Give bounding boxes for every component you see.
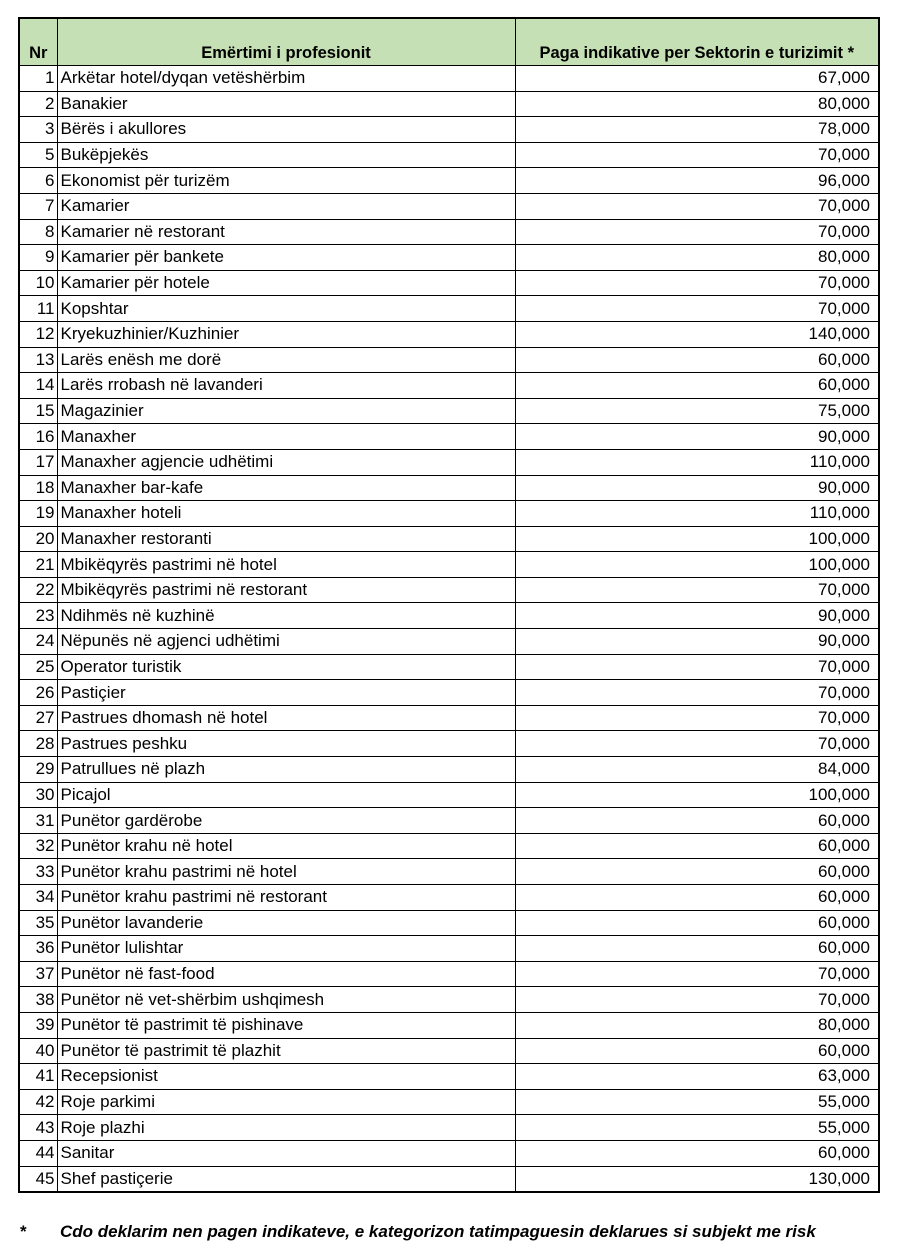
row-wage: 55,000 xyxy=(515,1115,879,1141)
row-profession: Manaxher xyxy=(57,424,515,450)
table-row xyxy=(19,296,879,322)
row-nr: 13 xyxy=(19,347,57,373)
row-nr: 36 xyxy=(19,936,57,962)
row-nr: 24 xyxy=(19,629,57,655)
row-wage: 90,000 xyxy=(515,629,879,655)
row-nr: 5 xyxy=(19,142,57,168)
row-profession: Recepsionist xyxy=(57,1064,515,1090)
row-nr: 28 xyxy=(19,731,57,757)
row-nr: 22 xyxy=(19,577,57,603)
table-body xyxy=(19,66,879,1193)
row-nr: 15 xyxy=(19,398,57,424)
row-wage: 90,000 xyxy=(515,603,879,629)
row-wage: 110,000 xyxy=(515,449,879,475)
table-row xyxy=(19,859,879,885)
row-wage: 130,000 xyxy=(515,1166,879,1192)
table-row xyxy=(19,680,879,706)
row-wage: 60,000 xyxy=(515,833,879,859)
row-profession: Pastiçier xyxy=(57,680,515,706)
row-nr: 7 xyxy=(19,193,57,219)
row-wage: 60,000 xyxy=(515,1140,879,1166)
row-profession: Kamarier xyxy=(57,193,515,219)
row-profession: Mbikëqyrës pastrimi në hotel xyxy=(57,552,515,578)
row-nr: 1 xyxy=(19,66,57,92)
table-row xyxy=(19,654,879,680)
row-wage: 60,000 xyxy=(515,808,879,834)
row-wage: 70,000 xyxy=(515,193,879,219)
wage-table xyxy=(18,17,880,1193)
row-nr: 11 xyxy=(19,296,57,322)
row-wage: 84,000 xyxy=(515,757,879,783)
row-profession: Bërës i akullores xyxy=(57,117,515,143)
table-row xyxy=(19,270,879,296)
row-wage: 75,000 xyxy=(515,398,879,424)
table-row xyxy=(19,321,879,347)
row-wage: 67,000 xyxy=(515,66,879,92)
row-profession: Punëtor të pastrimit të plazhit xyxy=(57,1038,515,1064)
row-wage: 100,000 xyxy=(515,526,879,552)
row-nr: 29 xyxy=(19,757,57,783)
header-row xyxy=(19,18,879,66)
row-wage: 80,000 xyxy=(515,91,879,117)
row-nr: 32 xyxy=(19,833,57,859)
table-row xyxy=(19,66,879,92)
table-row xyxy=(19,987,879,1013)
footnote-marker: * xyxy=(20,1222,27,1241)
row-wage: 60,000 xyxy=(515,1038,879,1064)
row-wage: 60,000 xyxy=(515,936,879,962)
row-nr: 43 xyxy=(19,1115,57,1141)
footnote-text: Cdo deklarim nen pagen indikateve, e kategorizon tatimpaguesin deklarues si subjekt me risk xyxy=(60,1222,816,1241)
row-nr: 35 xyxy=(19,910,57,936)
row-wage: 80,000 xyxy=(515,245,879,271)
row-profession: Banakier xyxy=(57,91,515,117)
row-profession: Nëpunës në agjenci udhëtimi xyxy=(57,629,515,655)
row-profession: Punëtor gardërobe xyxy=(57,808,515,834)
row-wage: 70,000 xyxy=(515,961,879,987)
row-nr: 26 xyxy=(19,680,57,706)
header-indicative-wage: Paga indikative per Sektorin e turizimit * xyxy=(515,18,879,66)
header-nr: Nr xyxy=(19,18,57,66)
row-profession: Roje parkimi xyxy=(57,1089,515,1115)
row-wage: 60,000 xyxy=(515,910,879,936)
row-profession: Ndihmës në kuzhinë xyxy=(57,603,515,629)
row-profession: Punëtor lulishtar xyxy=(57,936,515,962)
table-row xyxy=(19,168,879,194)
row-profession: Kamarier në restorant xyxy=(57,219,515,245)
table-row xyxy=(19,782,879,808)
row-wage: 70,000 xyxy=(515,296,879,322)
row-profession: Punëtor në fast-food xyxy=(57,961,515,987)
table-row xyxy=(19,885,879,911)
table-row xyxy=(19,1166,879,1192)
row-profession: Manaxher hoteli xyxy=(57,501,515,527)
row-profession: Manaxher agjencie udhëtimi xyxy=(57,449,515,475)
row-profession: Arkëtar hotel/dyqan vetëshërbim xyxy=(57,66,515,92)
table-row xyxy=(19,1038,879,1064)
row-profession: Operator turistik xyxy=(57,654,515,680)
row-profession: Pastrues dhomash në hotel xyxy=(57,705,515,731)
table-row xyxy=(19,449,879,475)
row-profession: Manaxher restoranti xyxy=(57,526,515,552)
row-wage: 70,000 xyxy=(515,270,879,296)
row-wage: 110,000 xyxy=(515,501,879,527)
row-profession: Mbikëqyrës pastrimi në restorant xyxy=(57,577,515,603)
table-row xyxy=(19,501,879,527)
table-row xyxy=(19,347,879,373)
table-row xyxy=(19,219,879,245)
table-row xyxy=(19,475,879,501)
row-profession: Punëtor krahu pastrimi në restorant xyxy=(57,885,515,911)
table-row xyxy=(19,552,879,578)
footnote xyxy=(20,1222,880,1242)
row-nr: 27 xyxy=(19,705,57,731)
row-nr: 25 xyxy=(19,654,57,680)
row-nr: 8 xyxy=(19,219,57,245)
table-row xyxy=(19,705,879,731)
row-wage: 63,000 xyxy=(515,1064,879,1090)
table-row xyxy=(19,424,879,450)
row-profession: Ekonomist për turizëm xyxy=(57,168,515,194)
table-row xyxy=(19,833,879,859)
row-profession: Kopshtar xyxy=(57,296,515,322)
table-row xyxy=(19,91,879,117)
row-profession: Sanitar xyxy=(57,1140,515,1166)
table-row xyxy=(19,1140,879,1166)
row-wage: 60,000 xyxy=(515,885,879,911)
row-wage: 55,000 xyxy=(515,1089,879,1115)
row-profession: Larës rrobash në lavanderi xyxy=(57,373,515,399)
row-nr: 6 xyxy=(19,168,57,194)
row-profession: Roje plazhi xyxy=(57,1115,515,1141)
row-nr: 20 xyxy=(19,526,57,552)
row-wage: 70,000 xyxy=(515,680,879,706)
table-row xyxy=(19,142,879,168)
row-nr: 34 xyxy=(19,885,57,911)
row-nr: 39 xyxy=(19,1012,57,1038)
row-profession: Bukëpjekës xyxy=(57,142,515,168)
row-nr: 41 xyxy=(19,1064,57,1090)
row-wage: 90,000 xyxy=(515,424,879,450)
table-row xyxy=(19,526,879,552)
table-row xyxy=(19,757,879,783)
row-wage: 70,000 xyxy=(515,654,879,680)
row-nr: 45 xyxy=(19,1166,57,1192)
row-nr: 9 xyxy=(19,245,57,271)
table-row xyxy=(19,936,879,962)
row-wage: 80,000 xyxy=(515,1012,879,1038)
table-row xyxy=(19,808,879,834)
row-nr: 16 xyxy=(19,424,57,450)
row-wage: 100,000 xyxy=(515,782,879,808)
row-profession: Manaxher bar-kafe xyxy=(57,475,515,501)
row-nr: 37 xyxy=(19,961,57,987)
table-row xyxy=(19,117,879,143)
table-row xyxy=(19,603,879,629)
table-row xyxy=(19,1089,879,1115)
row-profession: Punëtor lavanderie xyxy=(57,910,515,936)
table-row xyxy=(19,961,879,987)
table-row xyxy=(19,1012,879,1038)
row-wage: 78,000 xyxy=(515,117,879,143)
table-row xyxy=(19,629,879,655)
row-wage: 140,000 xyxy=(515,321,879,347)
row-wage: 70,000 xyxy=(515,987,879,1013)
row-wage: 60,000 xyxy=(515,859,879,885)
row-nr: 44 xyxy=(19,1140,57,1166)
row-profession: Shef pastiçerie xyxy=(57,1166,515,1192)
row-nr: 21 xyxy=(19,552,57,578)
row-wage: 70,000 xyxy=(515,705,879,731)
row-wage: 96,000 xyxy=(515,168,879,194)
table-row xyxy=(19,373,879,399)
row-wage: 70,000 xyxy=(515,142,879,168)
row-profession: Patrullues në plazh xyxy=(57,757,515,783)
row-profession: Punëtor në vet-shërbim ushqimesh xyxy=(57,987,515,1013)
row-wage: 60,000 xyxy=(515,347,879,373)
table-row xyxy=(19,398,879,424)
row-profession: Punëtor krahu në hotel xyxy=(57,833,515,859)
row-profession: Larës enësh me dorë xyxy=(57,347,515,373)
row-nr: 42 xyxy=(19,1089,57,1115)
row-nr: 33 xyxy=(19,859,57,885)
row-wage: 100,000 xyxy=(515,552,879,578)
table-header xyxy=(19,18,879,66)
row-wage: 70,000 xyxy=(515,219,879,245)
table-row xyxy=(19,1064,879,1090)
row-profession: Pastrues peshku xyxy=(57,731,515,757)
table-row xyxy=(19,1115,879,1141)
table-row xyxy=(19,731,879,757)
row-nr: 30 xyxy=(19,782,57,808)
row-wage: 70,000 xyxy=(515,731,879,757)
row-nr: 12 xyxy=(19,321,57,347)
row-profession: Kryekuzhinier/Kuzhinier xyxy=(57,321,515,347)
header-profession: Emërtimi i profesionit xyxy=(57,18,515,66)
row-nr: 3 xyxy=(19,117,57,143)
row-wage: 70,000 xyxy=(515,577,879,603)
row-nr: 23 xyxy=(19,603,57,629)
row-profession: Punëtor krahu pastrimi në hotel xyxy=(57,859,515,885)
row-profession: Kamarier për bankete xyxy=(57,245,515,271)
row-nr: 38 xyxy=(19,987,57,1013)
row-nr: 31 xyxy=(19,808,57,834)
row-profession: Magazinier xyxy=(57,398,515,424)
row-wage: 90,000 xyxy=(515,475,879,501)
table-row xyxy=(19,577,879,603)
table-row xyxy=(19,245,879,271)
row-nr: 19 xyxy=(19,501,57,527)
row-nr: 18 xyxy=(19,475,57,501)
table-row xyxy=(19,193,879,219)
row-nr: 17 xyxy=(19,449,57,475)
row-nr: 10 xyxy=(19,270,57,296)
table-row xyxy=(19,910,879,936)
row-profession: Kamarier për hotele xyxy=(57,270,515,296)
row-profession: Punëtor të pastrimit të pishinave xyxy=(57,1012,515,1038)
row-nr: 40 xyxy=(19,1038,57,1064)
row-wage: 60,000 xyxy=(515,373,879,399)
row-nr: 14 xyxy=(19,373,57,399)
row-nr: 2 xyxy=(19,91,57,117)
row-profession: Picajol xyxy=(57,782,515,808)
